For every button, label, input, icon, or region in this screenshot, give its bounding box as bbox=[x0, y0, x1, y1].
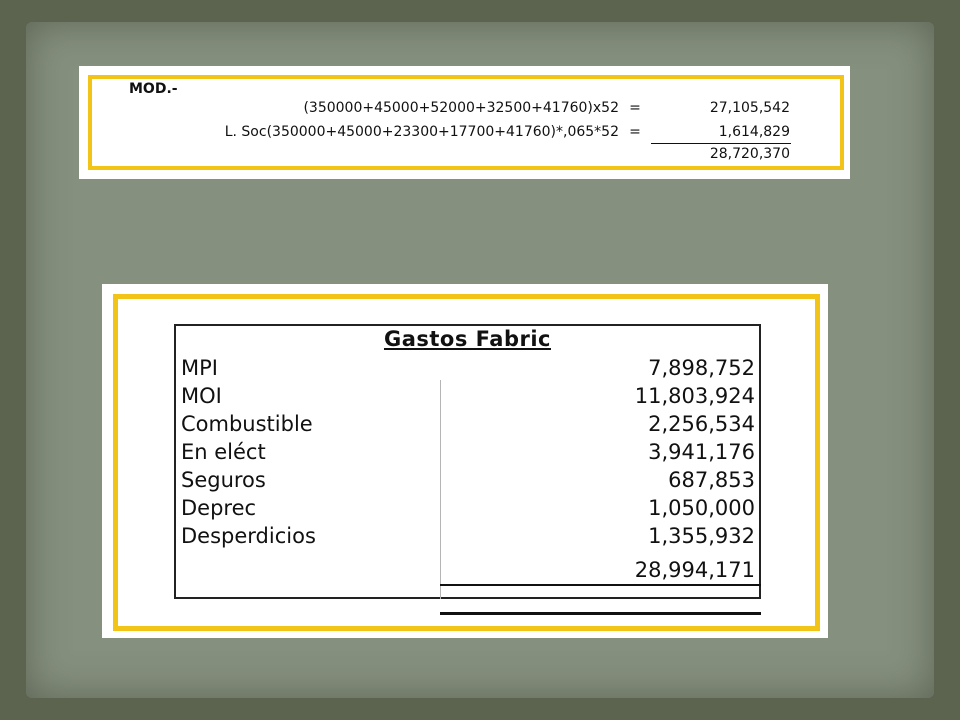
mod-title: MOD.- bbox=[129, 81, 178, 97]
row-label: Desperdicios bbox=[181, 524, 316, 548]
row-label: Seguros bbox=[181, 468, 266, 492]
row-value: 687,853 bbox=[668, 468, 755, 492]
total-top-rule bbox=[440, 584, 761, 586]
table-row bbox=[176, 382, 759, 410]
mod-row-2-equals: = bbox=[629, 124, 641, 140]
row-label: En eléct bbox=[181, 440, 266, 464]
table-row bbox=[176, 438, 759, 466]
table-row bbox=[176, 522, 759, 550]
mod-row-2-expression: L. Soc(350000+45000+23300+17700+41760)*,065*52 bbox=[224, 124, 619, 140]
mod-sum-line bbox=[651, 143, 791, 144]
table-row bbox=[176, 466, 759, 494]
row-value: 11,803,924 bbox=[634, 384, 755, 408]
row-value: 1,355,932 bbox=[648, 524, 755, 548]
total-row bbox=[176, 556, 759, 584]
mod-panel bbox=[79, 66, 850, 179]
mod-row-2-value: 1,614,829 bbox=[718, 124, 790, 140]
gastos-table bbox=[174, 324, 761, 599]
row-label: MPI bbox=[181, 356, 218, 380]
table-row bbox=[176, 410, 759, 438]
row-value: 1,050,000 bbox=[648, 496, 755, 520]
gastos-panel bbox=[102, 284, 828, 638]
total-bottom-rule bbox=[440, 612, 761, 615]
row-label: Deprec bbox=[181, 496, 257, 520]
total-value: 28,994,171 bbox=[634, 558, 755, 582]
row-label: MOI bbox=[181, 384, 222, 408]
row-value: 7,898,752 bbox=[648, 356, 755, 380]
mod-row-1-equals: = bbox=[629, 100, 641, 116]
table-row bbox=[176, 494, 759, 522]
row-label: Combustible bbox=[181, 412, 313, 436]
row-value: 2,256,534 bbox=[648, 412, 755, 436]
row-value: 3,941,176 bbox=[648, 440, 755, 464]
mod-row-1-value: 27,105,542 bbox=[709, 100, 790, 116]
mod-total-value: 28,720,370 bbox=[709, 146, 790, 162]
gastos-title: Gastos Fabric bbox=[383, 327, 551, 351]
table-row bbox=[176, 354, 759, 382]
mod-row-1-expression: (350000+45000+52000+32500+41760)x52 bbox=[303, 100, 619, 116]
